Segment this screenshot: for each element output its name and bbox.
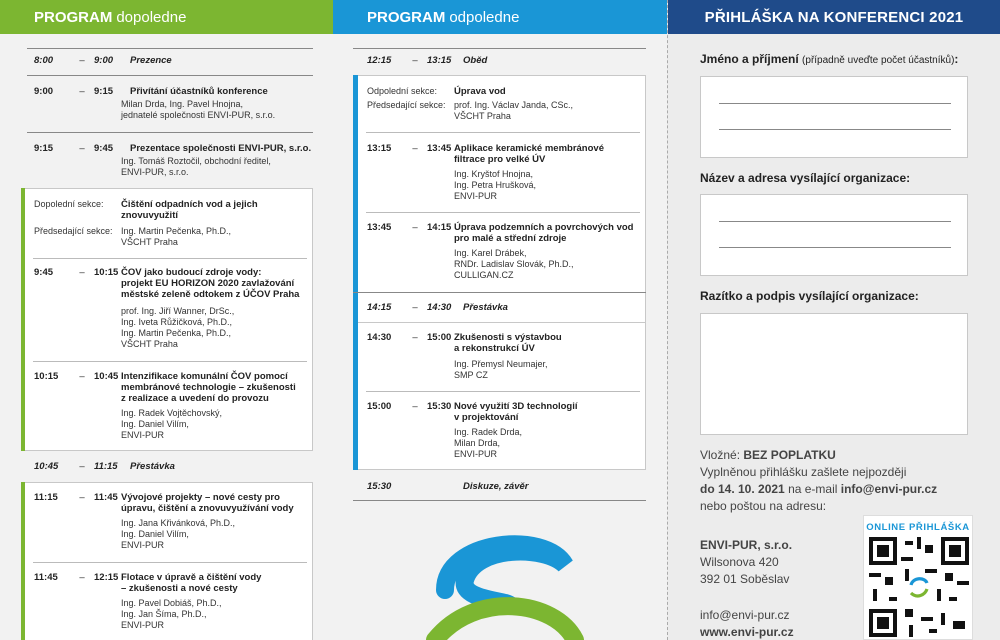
- schedule-row: 11:45 – 12:15: [34, 572, 119, 583]
- name-field-label: Jméno a příjmení (případně uveďte počet účastníků):: [700, 52, 959, 66]
- speakers: Ing. Pavel Dobiáš, Ph.D., Ing. Jan Šíma, Ph.D., ENVI-PUR: [121, 598, 222, 630]
- section-accent-bar: [21, 188, 25, 451]
- schedule-row: 13:45 – 14:15: [367, 222, 452, 233]
- divider: [353, 292, 646, 293]
- stamp-field-label: Razítko a podpis vysílající organizace:: [700, 289, 919, 303]
- divider: [33, 361, 307, 362]
- talk-title: Vývojové projekty – nové cesty pro úpravu, čištění a znovuvyužívání vody: [121, 492, 294, 514]
- program-morning-column: [0, 0, 333, 640]
- section-label: Dopolední sekce:: [34, 199, 104, 209]
- schedule-row: 14:15 – 14:30 Přestávka: [367, 302, 508, 313]
- speakers: Ing. Karel Drábek, RNDr. Ladislav Slovák, Ph.D., CULLIGAN.CZ: [454, 248, 574, 280]
- section-title: Čištění odpadních vod a jejich znovuvyužití: [121, 199, 258, 221]
- speakers: Ing. Jana Křivánková, Ph.D., Ing. Daniel Vilím, ENVI-PUR: [121, 518, 236, 550]
- registration-column: [667, 0, 1000, 640]
- registration-header: PŘIHLÁŠKA NA KONFERENCI 2021: [668, 0, 1000, 34]
- talk-title: Intenzifikace komunální ČOV pomocí membránové technologie – zkušenosti z realizace a uvedení do provozu: [121, 371, 296, 404]
- speakers: Ing. Tomáš Roztočil, obchodní ředitel, ENVI-PUR, s.r.o.: [121, 156, 271, 177]
- divider: [27, 75, 313, 76]
- talk-title: Aplikace keramické membránové filtrace pro velké ÚV: [454, 143, 604, 165]
- divider: [33, 562, 307, 563]
- section-title: Úprava vod: [454, 86, 506, 97]
- registration-instructions: Vložné: BEZ POPLATKU Vyplněnou přihlášku zašlete nejpozději do 14. 10. 2021 na e-mail info@envi-pur.cz nebo poštou na adresu:: [700, 448, 938, 513]
- online-label: ONLINE PŘIHLÁŠKA: [866, 522, 970, 533]
- header-bold: PROGRAM: [367, 8, 446, 26]
- divider: [33, 258, 307, 259]
- program-afternoon-column: [333, 0, 667, 640]
- speakers: Ing. Kryštof Hnojna, Ing. Petra Hrušková, ENVI-PUR: [454, 169, 537, 201]
- header-light: dopoledne: [116, 8, 187, 26]
- speakers: Ing. Radek Drda, Milan Drda, ENVI-PUR: [454, 427, 523, 459]
- schedule-row: 15:30 Diskuze, závěr: [367, 481, 529, 492]
- divider: [366, 391, 640, 392]
- contact-email-link[interactable]: info@envi-pur.cz: [700, 608, 790, 622]
- online-registration-qr[interactable]: [863, 515, 973, 640]
- chair-label: Předsedající sekce:: [34, 226, 113, 236]
- organization-field[interactable]: [700, 194, 968, 276]
- header-bold: PROGRAM: [34, 8, 113, 26]
- schedule-row: 11:15 – 11:45: [34, 492, 118, 503]
- schedule-row: 14:30 – 15:00: [367, 332, 452, 343]
- schedule-row: 9:45 – 10:15: [34, 267, 119, 278]
- talk-title: Nové využití 3D technologií v projektování: [454, 401, 578, 423]
- talk-title: Flotace v úpravě a čištění vody – zkušenosti a nové cesty: [121, 572, 262, 594]
- talk-title: Zkušenosti s výstavbou a rekonstrukcí ÚV: [454, 332, 562, 354]
- section-accent-bar: [21, 482, 25, 640]
- speakers: Ing. Přemysl Neumajer, SMP CZ: [454, 359, 548, 380]
- schedule-row: 10:45 – 11:15 Přestávka: [34, 461, 175, 472]
- name-field[interactable]: [700, 76, 968, 158]
- divider: [353, 48, 646, 49]
- divider: [27, 132, 313, 133]
- morning-header: [0, 0, 333, 34]
- speakers: Milan Drda, Ing. Pavel Hnojna, jednatelé společnosti ENVI-PUR, s.r.o.: [121, 99, 276, 120]
- chair-names: Ing. Martin Pečenka, Ph.D., VŠCHT Praha: [121, 226, 232, 247]
- header-light: odpoledne: [449, 8, 520, 26]
- schedule-row: 9:15 – 9:45 Prezentace společnosti ENVI-PUR, s.r.o.: [34, 143, 312, 154]
- envi-pur-logo-icon: [415, 520, 595, 640]
- schedule-row: 8:00 – 9:00 Prezence: [34, 55, 172, 66]
- speakers: Ing. Radek Vojtěchovský, Ing. Daniel Vilím, ENVI-PUR: [121, 408, 223, 440]
- postal-address: ENVI-PUR, s.r.o. Wilsonova 420 392 01 Soběslav: [700, 538, 793, 586]
- divider: [353, 500, 646, 501]
- stamp-signature-field[interactable]: [700, 313, 968, 435]
- website-link[interactable]: www.envi-pur.cz: [700, 625, 794, 639]
- section-label: Odpolední sekce:: [367, 86, 438, 96]
- schedule-row: 15:00 – 15:30: [367, 401, 452, 412]
- chair-label: Předsedající sekce:: [367, 100, 446, 110]
- section-accent-bar: [353, 322, 358, 470]
- contact: [700, 607, 794, 640]
- schedule-row: 10:15 – 10:45: [34, 371, 119, 382]
- schedule-row: 9:00 – 9:15 Přivítání účastníků konference: [34, 86, 268, 97]
- schedule-row: 13:15 – 13:45: [367, 143, 452, 154]
- organization-field-label: Název a adresa vysílající organizace:: [700, 171, 911, 185]
- speakers: prof. Ing. Jiří Wanner, DrSc., Ing. Iveta Růžičková, Ph.D., Ing. Martin Pečenka, Ph.D., VŠCHT Praha: [121, 306, 235, 349]
- chair-names: prof. Ing. Václav Janda, CSc., VŠCHT Praha: [454, 100, 574, 121]
- talk-title: Úprava podzemních a povrchových vod pro malé a střední zdroje: [454, 222, 634, 244]
- afternoon-header: [333, 0, 667, 34]
- divider: [366, 212, 640, 213]
- divider: [366, 132, 640, 133]
- schedule-row: 12:15 – 13:15 Oběd: [367, 55, 488, 66]
- divider: [27, 48, 313, 49]
- qr-code-icon: [869, 537, 969, 637]
- talk-title: ČOV jako budoucí zdroje vody: projekt EU HORIZON 2020 zavlažování městské zeleně odtokem z ÚČOV Praha: [121, 267, 300, 300]
